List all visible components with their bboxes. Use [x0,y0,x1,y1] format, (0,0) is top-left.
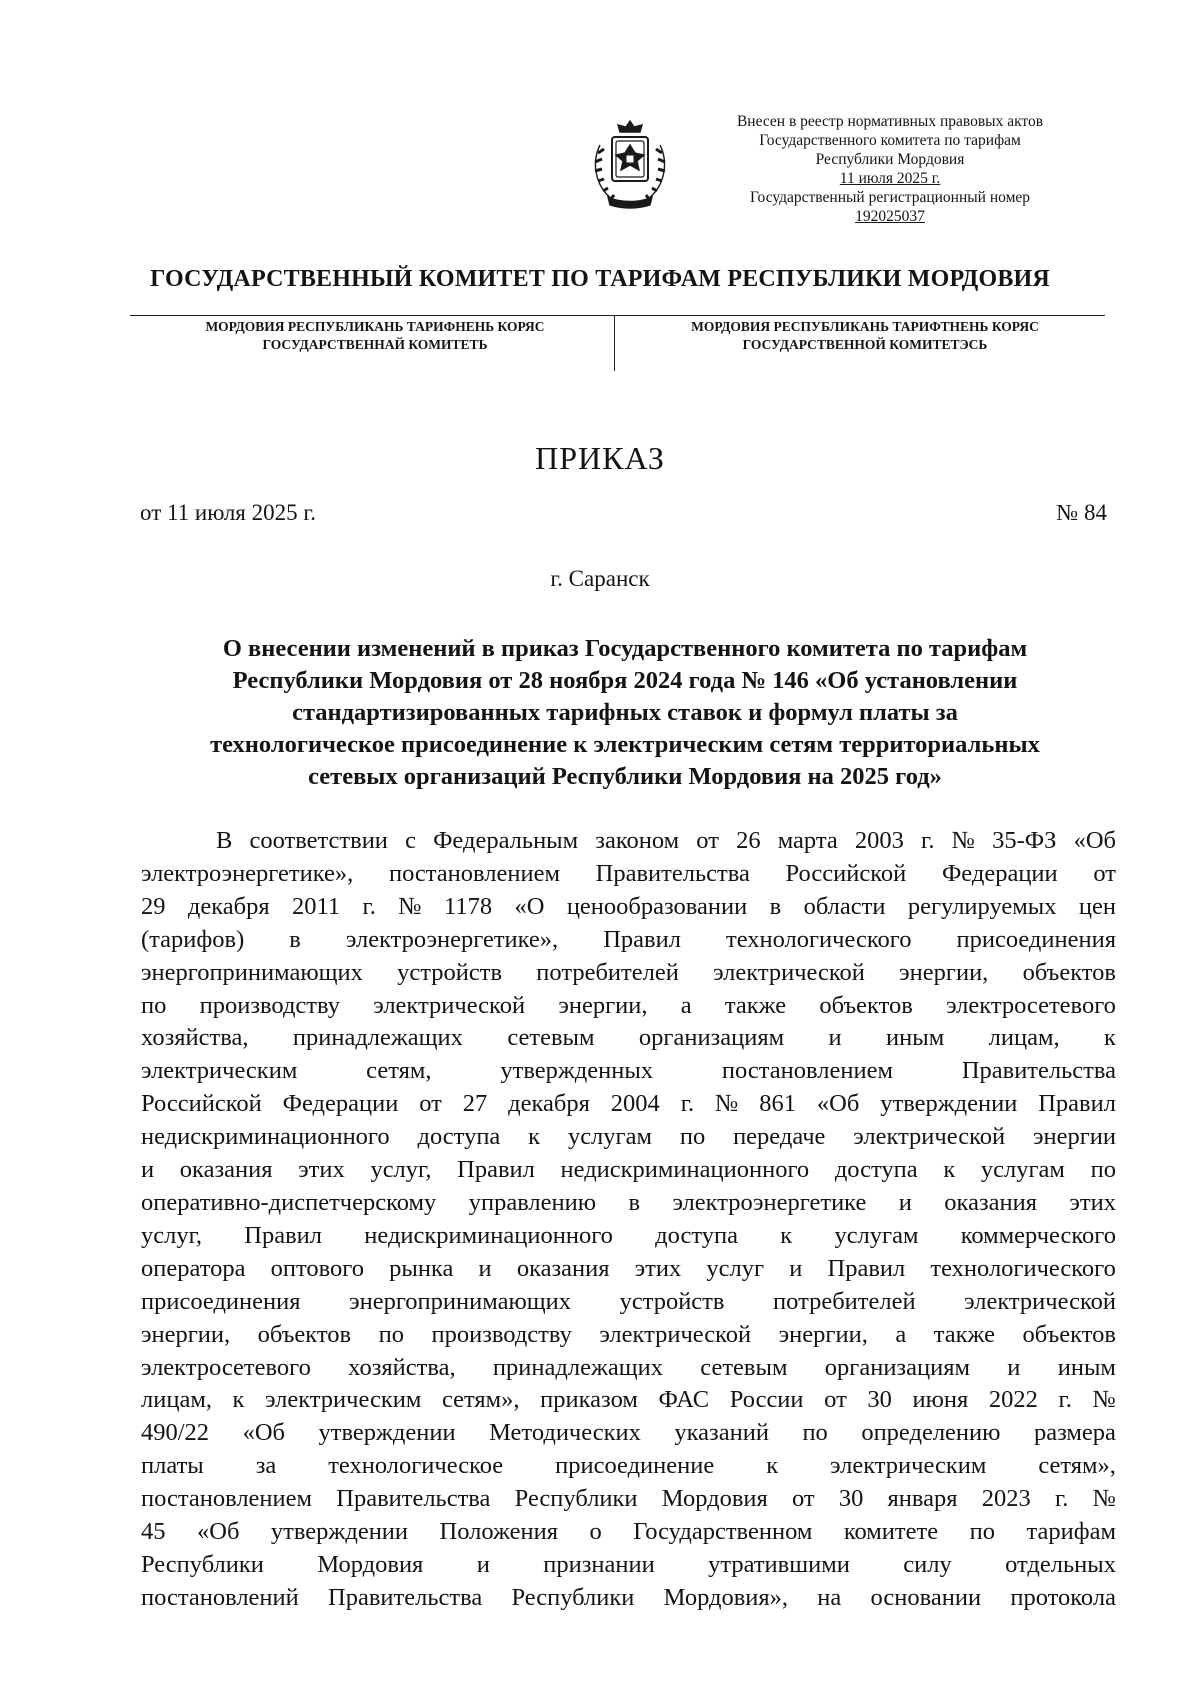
body-line: по производству электрической энергии, а также объектов электросетевого [141,991,1116,1019]
document-body [141,825,1116,1615]
body-line: недискриминационного доступа к услугам по передаче электрической энергии [141,1123,1116,1151]
committee-name-moksha: МОРДОВИЯ РЕСПУБЛИКАНЬ ТАРИФНЕНЬ КОРЯС ГОСУДАРСТВЕННАЙ КОМИТЕТЬ [205,319,545,352]
header-column-divider [614,315,615,371]
registry-line: Государственный регистрационный номер [749,189,1031,206]
body-line: присоединения энергопринимающих устройств потребителей электрической [141,1287,1116,1315]
body-line: хозяйства, принадлежащих сетевым организациям и иным лицам, к [141,1024,1116,1052]
body-line: электроэнергетике», постановлением Правительства Российской Федерации от [141,859,1116,887]
document-city: г. Саранск [550,566,650,591]
body-line: оперативно-диспетчерскому управлению в электроэнергетике и оказания этих [141,1188,1116,1216]
body-line: оператора оптового рынка и оказания этих услуг и Правил технологического [141,1254,1116,1282]
document-date: от 11 июля 2025 г. [140,500,316,525]
registry-line: Республики Мордовия [815,151,965,168]
document-title [135,633,1115,793]
body-line: лицам, к электрическим сетям», приказом ФАС России от 30 июня 2022 г. № [141,1386,1116,1414]
body-line: постановлением Правительства Республики Мордовия от 30 января 2023 г. № [141,1485,1116,1513]
body-line: и оказания этих услуг, Правил недискриминационного доступа к услугам по [141,1156,1116,1184]
registry-stamp [700,112,1080,226]
body-line: энергопринимающих устройств потребителей электрической энергии, объектов [141,958,1116,986]
body-line: электрическим сетям, утвержденных постановлением Правительства [141,1057,1116,1085]
title-line: технологическое присоединение к электрическим сетям территориальных [210,731,1040,758]
registry-date: 11 июля 2025 г. [839,170,941,187]
body-line: Республики Мордовия и признании утратившими силу отдельных [141,1550,1116,1578]
body-line: 490/22 «Об утверждении Методических указаний по определению размера [141,1419,1116,1447]
committee-name: ГОСУДАРСТВЕННЫЙ КОМИТЕТ ПО ТАРИФАМ РЕСПУБЛИКИ МОРДОВИЯ [150,266,1050,292]
body-line: Российской Федерации от 27 декабря 2004 г. № 861 «Об утверждении Правил [141,1090,1116,1118]
body-line: 45 «Об утверждении Положения о Государственном комитете по тарифам [141,1518,1116,1546]
title-line: стандартизированных тарифных ставок и формул платы за [292,699,958,726]
body-line: (тарифов) в электроэнергетике», Правил технологического присоединения [141,925,1116,953]
body-line: постановлений Правительства Республики Мордовия», на основании протокола [141,1583,1116,1611]
body-line: 29 декабря 2011 г. № 1178 «О ценообразовании в области регулируемых цен [141,892,1116,920]
body-line: электросетевого хозяйства, принадлежащих сетевым организациям и иным [141,1353,1116,1381]
registry-line: Внесен в реестр нормативных правовых актов [736,113,1044,130]
body-line: В соответствии с Федеральным законом от 26 марта 2003 г. № 35-ФЗ «Об [216,827,1116,854]
body-line: услуг, Правил недискриминационного доступа к услугам коммерческого [141,1221,1116,1249]
title-line: Республики Мордовия от 28 ноября 2024 года № 146 «Об установлении [232,667,1018,694]
header-divider [130,315,1105,316]
registry-line: Государственного комитета по тарифам [759,132,1021,149]
body-line: платы за технологическое присоединение к электрическим сетям», [141,1452,1116,1480]
committee-name-erzya: МОРДОВИЯ РЕСПУБЛИКАНЬ ТАРИФТНЕНЬ КОРЯС ГОСУДАРСТВЕННОЙ КОМИТЕТЭСЬ [691,319,1039,352]
document-type: ПРИКАЗ [535,440,665,476]
coat-of-arms-icon [586,115,674,213]
registry-number: 192025037 [855,208,925,225]
title-line: О внесении изменений в приказ Государственного комитета по тарифам [222,635,1028,662]
body-line: энергии, объектов по производству электрической энергии, а также объектов [141,1320,1116,1348]
document-number: № 84 [1056,500,1107,525]
title-line: сетевых организаций Республики Мордовия на 2025 год» [308,763,942,790]
